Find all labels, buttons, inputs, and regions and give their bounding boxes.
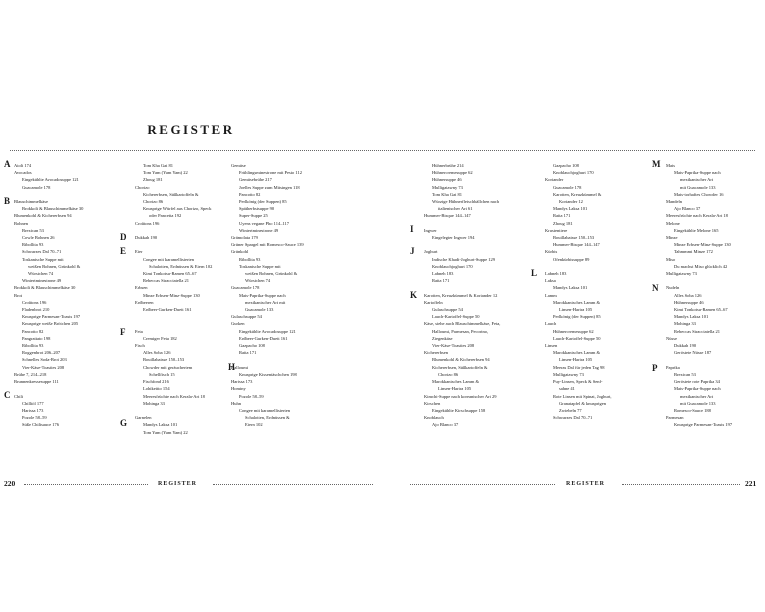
index-subentry: Süße Chilisauce 176 (22, 422, 59, 428)
index-subentry: Linsen-Harira 105 (559, 357, 593, 363)
index-subentry: Ribollita 93 (22, 343, 44, 349)
index-subentry: Knusprige Parmesan-Toasts 197 (674, 422, 733, 428)
index-subentry: Wintertminestrone 49 (22, 278, 62, 284)
index-entry (666, 356, 754, 363)
index-entry (135, 407, 223, 414)
index-subentry: Marokkanisches Lamm & (553, 299, 600, 305)
index-entry: Miso (666, 256, 676, 262)
index-subentry: Granatapfel & knusprigen (559, 400, 606, 406)
index-subentry: Tom Kha Gai 81 (143, 163, 174, 168)
footer-dotted-rule-right-b (622, 484, 740, 485)
index-entry: Kürbis (545, 249, 558, 255)
footer-page-number-left: 220 (4, 479, 16, 488)
index-column-2 (135, 162, 223, 436)
section-letter-g: G (120, 418, 128, 428)
index-subentry: Mais-Paprika-Suppe nach (674, 386, 721, 392)
index-subentry: Schwarzes Dal 70–71 (553, 415, 593, 421)
index-entry: Labneh 183 (545, 271, 567, 277)
index-subentry: Rote Linsen mit Spinat, Joghurt, (553, 393, 612, 399)
index-subentry: Knusprige weiße Brötchen 205 (22, 321, 79, 327)
index-entry: Erdbeeren (135, 299, 154, 305)
index-entry (135, 320, 223, 327)
index-subentry: Toskanische Suppe mit (239, 263, 281, 269)
index-entry: Brühe 7, 214–218 (14, 371, 47, 377)
index-subentry: Congee mit karamellisierten (143, 256, 194, 262)
index-subentry: Zhoug 181 (553, 220, 573, 226)
index-subentry: Chorizo 86 (438, 371, 459, 377)
index-entry: Nüsse (666, 335, 677, 341)
index-entry: Chorizo (135, 184, 150, 190)
index-subentry: Guacamole 133 (245, 307, 274, 313)
index-entry (545, 263, 633, 270)
index-entry: Ingwer (424, 227, 437, 233)
index-entry: Minze (666, 235, 678, 241)
index-subentry: Mandys Laksa 101 (553, 285, 588, 291)
index-subentry: Ziegenkäse (432, 335, 453, 341)
index-subentry: oder Pancetta 192 (149, 213, 182, 219)
index-subentry: Indische Khadi-Joghurt-Suppe 129 (432, 256, 495, 262)
index-subentry: Congee mit karamellisierten (239, 407, 290, 413)
index-subentry: Mais-Paprika-Suppe nach (674, 170, 721, 176)
index-subentry: Knusprige Würfel aus Chorizo, Speck (143, 206, 212, 212)
index-subentry: Kichererbsen, Süßkartoffeln & (432, 364, 488, 370)
index-subentry: Chowder mit geräuchertem (143, 364, 193, 370)
index-subentry: Uyens vegane Pho 114–117 (239, 220, 290, 226)
index-entry: Kimchi-Suppe nach koreanischer Art 29 (424, 393, 497, 399)
index-subentry: Vier-Käse-Toasties 208 (432, 343, 475, 349)
footer-dotted-rule-left-b (213, 484, 373, 485)
index-subentry: Fischfond 216 (143, 379, 169, 385)
index-subentry: Pangrattato 198 (22, 335, 51, 341)
index-entry: Lauch (545, 321, 557, 327)
index-entry: Chili (14, 393, 24, 399)
index-subentry: Cremiger Feta 182 (143, 335, 177, 341)
section-letter-p: P (652, 363, 658, 373)
index-entry: Hominy (231, 386, 246, 392)
index-subentry: Eingekühlte Avocadosuppe 121 (22, 177, 79, 183)
index-entry: Blauschimmelkäse (14, 199, 48, 205)
index-entry (135, 241, 223, 248)
index-subentry: Tom Kha Gai 81 (432, 191, 463, 197)
index-subentry: Fladenbrot 210 (22, 307, 50, 313)
index-entry: Grüner Spargel mit Romesco-Sauce 139 (231, 242, 304, 248)
index-entry: Knoblauch (424, 415, 444, 421)
index-subentry: Minze Erbsen-Minz-Suppe 130 (143, 292, 200, 298)
footer-page-number-right: 221 (745, 479, 757, 488)
index-subentry: Halloumi, Parmesan, Pecorino, (432, 328, 489, 334)
index-subentry: Mohinga 33 (143, 400, 165, 406)
index-subentry: Meeresfrüchte nach Kerala-Art 18 (143, 393, 205, 399)
index-entry (231, 356, 319, 363)
index-subentry: Zhoug 181 (143, 177, 163, 183)
index-subentry: Würzige Hühnerfleischbällchen nach (432, 199, 499, 205)
section-letter-f: F (120, 327, 126, 337)
index-entry: Guacamole 178 (231, 285, 260, 291)
index-subentry: Lauch-Kartoffel-Suppe 50 (553, 335, 601, 341)
index-subentry: Marokkanisches Lamm & (432, 379, 479, 385)
index-subentry: Cowle Bohnen 26 (22, 235, 55, 241)
section-letter-a: A (4, 159, 11, 169)
section-letter-n: N (652, 283, 659, 293)
index-subentry: Gulaschsuppe 54 (432, 307, 463, 313)
index-subentry: Knoblauchjoghurt 170 (432, 263, 473, 269)
index-subentry: Guacamole 178 (22, 184, 51, 190)
index-entry: Dukkah 190 (135, 235, 158, 241)
index-subentry: Meeras Dal für jeden Tag 98 (553, 364, 605, 370)
section-letter-b: B (4, 196, 11, 206)
index-subentry: Hühnerbrühe 214 (432, 163, 464, 168)
index-entry: Blumenkohl & Kichererbsen 94 (14, 213, 72, 219)
index-entry (135, 227, 223, 234)
index-subentry: Schnelles Soda-Brot 203 (22, 357, 67, 363)
index-subentry: Mandys Laksa 101 (143, 422, 178, 428)
index-subentry: Hühnercremesuppe 62 (432, 170, 473, 176)
index-subentry: Pozole 58–59 (239, 393, 264, 399)
index-subentry: Knoblauchjoghurt 170 (553, 170, 594, 176)
index-subentry: Harissa 173 (22, 407, 44, 413)
index-subentry: Koriander 12 (559, 199, 583, 205)
index-subentry: Eingekühlte Avocadosuppe 121 (239, 328, 296, 334)
index-entry: Erbsen (135, 285, 148, 291)
index-entry: Grünkohl (231, 249, 249, 255)
index-subentry: Guacamole 178 (553, 184, 582, 190)
index-subentry: weißen Bohnen, Grünkohl & (28, 263, 81, 269)
index-subentry: Croûtons 196 (22, 299, 47, 305)
index-subentry: Gazpacho 108 (239, 343, 265, 349)
index-subentry: Ajo Blanco 37 (432, 422, 459, 428)
index-entry (14, 385, 102, 392)
index-entry: Feta (135, 328, 143, 334)
index-subentry: Brokkoli & Blauschimmelkäse 30 (22, 206, 84, 212)
index-subentry: Karotten, Kreuzkümmel & (553, 191, 602, 197)
index-subentry: Roggenbrot 206–207 (22, 350, 61, 356)
index-subentry: Kimi Tonkotsu-Ramen 65–67 (674, 307, 728, 313)
footer-dotted-rule-right-a (410, 484, 555, 485)
index-subentry: Bouillabaisse 150–153 (143, 357, 185, 363)
index-subentry: Dukkah 190 (674, 343, 697, 349)
index-column-4 (424, 162, 512, 429)
index-subentry: Gazpacho 108 (553, 163, 579, 168)
index-subentry: Kimi Tonkotsu-Ramen 65–67 (143, 271, 197, 277)
index-subentry: Vier-Käse-Toasties 208 (22, 364, 65, 370)
index-subentry: Pancotto 82 (239, 191, 261, 197)
index-entry: Croûtons 196 (135, 220, 160, 226)
index-subentry: Mandys Laksa 101 (553, 206, 588, 212)
index-subentry: Hühnersuppe 46 (674, 299, 704, 305)
index-subentry: Schellfisch 15 (149, 371, 175, 377)
index-entry: Koriander (545, 177, 564, 183)
index-subentry: Rebeccas Stracciatella 21 (143, 278, 189, 284)
index-entry: Harissa 173 (231, 379, 253, 385)
index-subentry: Rebeccas Stracciatella 21 (674, 328, 720, 334)
index-subentry: Minze Erbsen-Minz-Suppe 130 (674, 242, 731, 248)
index-subentry: Knusprige Kissentäschchen 198 (239, 371, 297, 377)
index-subentry: Schalotten, Erdnüssen & Eiern 102 (149, 263, 213, 269)
index-subentry: mit Guacamole 133 (680, 400, 716, 406)
index-entry: Joghurt (424, 249, 438, 255)
index-entry: Gemüse (231, 163, 246, 168)
index-entry: Bohnen (14, 220, 28, 226)
section-letter-d: D (120, 232, 127, 242)
index-entry: Brot (14, 292, 23, 298)
index-subentry: Du machst Miso glücklich 42 (674, 263, 728, 269)
index-entry: Huhn (231, 400, 241, 406)
index-subentry: Puy-Linsen, Speck & Senf- (553, 379, 603, 385)
index-subentry: Brexican 53 (22, 227, 44, 233)
index-entry: Mais (666, 163, 675, 168)
index-subentry: Hühnersuppe 46 (432, 177, 462, 183)
index-subentry: Tom Yam (Yam Yam) 22 (143, 429, 188, 435)
index-subentry: Linsen-Harira 105 (438, 386, 472, 392)
index-subentry: Eingekühlte Melone 165 (674, 227, 719, 233)
index-entry: Avocados (14, 170, 32, 176)
index-subentry: Perlkönig (der Suppen) 85 (239, 199, 287, 205)
index-subentry: Chorizo 86 (143, 199, 164, 205)
index-entry: Gulaschsuppe 54 (231, 314, 262, 320)
index-subentry: Geröstete Nüsse 187 (674, 350, 712, 356)
index-subentry: Toskanische Suppe mit (22, 256, 64, 262)
index-entry: Kichererbsen (424, 350, 448, 356)
index-entry: Halloumi (231, 364, 248, 370)
index-subentry: Pozole 58–59 (22, 415, 47, 421)
index-entry (135, 313, 223, 320)
index-subentry: italienischer Art 61 (438, 206, 473, 212)
index-subentry: Spätherbstsuppe 90 (239, 206, 275, 212)
index-subentry: Pancotto 82 (22, 328, 44, 334)
index-subentry: Raita 171 (553, 213, 571, 219)
index-subentry: Knusprige Parmesan-Toasts 197 (22, 314, 81, 320)
index-subentry: Eiern 102 (245, 422, 263, 428)
index-subentry: Mais-Paprika-Suppe nach (239, 292, 286, 298)
index-subentry: Mohinga 33 (674, 321, 696, 327)
index-subentry: Eingelegter Ingwer 194 (432, 235, 475, 241)
title-dotted-rule (10, 150, 755, 151)
index-subentry: mexikanischer Art (680, 393, 714, 399)
index-subentry: Frühlingsminestrone mit Pesto 112 (239, 170, 302, 176)
register-title: REGISTER (147, 122, 235, 137)
index-entry (14, 191, 102, 198)
index-entry (424, 220, 512, 227)
index-entry: Paprika (666, 364, 680, 370)
index-entry: Meeresfrüchte nach Kerala-Art 18 (666, 213, 728, 219)
index-subentry: mit Guacamole 133 (680, 184, 716, 190)
index-subentry: Ribollita 93 (239, 256, 261, 262)
index-subentry: Zwiebeln 77 (559, 407, 582, 413)
index-column-3 (231, 162, 319, 429)
index-entry: Garnelen (135, 415, 152, 421)
index-entry: Linsen (545, 343, 558, 349)
index-subentry: Hühnercremesuppe 62 (553, 328, 594, 334)
index-entry: Grämolata 179 (231, 235, 258, 241)
index-subentry: Bouillabaisse 150–153 (553, 235, 595, 241)
section-letter-h: H (228, 362, 236, 372)
index-column-1 (14, 162, 102, 429)
index-subentry: Raita 171 (432, 278, 450, 284)
index-entry: Käse, siehe auch Blauschimmelkäse, Feta, (424, 321, 501, 327)
index-subentry: Chilliöl 177 (22, 400, 44, 406)
index-subentry: Linsen-Harira 105 (559, 307, 593, 313)
section-letter-e: E (120, 246, 127, 256)
index-subentry: Schalotten, Erdnüssen & (245, 415, 290, 421)
index-entry: Mandeln (666, 199, 682, 205)
index-subentry: Alles Soba 126 (674, 292, 702, 298)
index-entry: Gurken (231, 321, 245, 327)
footer-label-left: REGISTER (158, 481, 198, 487)
index-subentry: Würstchen 74 (245, 278, 271, 284)
index-entry: Eier (135, 249, 143, 255)
index-subentry: Eingekühlte Kirschsuppe 158 (432, 407, 486, 413)
index-subentry: Joelles Suppe zum Mitsingen 118 (239, 184, 300, 190)
index-subentry: Erdbeer-Gurken-Duett 161 (239, 335, 288, 341)
index-subentry: Gemüsebrühe 217 (239, 177, 272, 183)
index-subentry: mexikanischer Art mit (245, 299, 286, 305)
index-subentry: Blumenkohl & Kichererbsen 94 (432, 357, 490, 363)
index-subentry: Marokkanisches Lamm & (553, 350, 600, 356)
index-subentry: Hummer-Bisque 144–147 (553, 242, 600, 248)
footer-label-right: REGISTER (566, 481, 606, 487)
footer-dotted-rule-left-a (24, 484, 148, 485)
index-subentry: mexikanischer Art (680, 177, 714, 183)
index-subentry: Mais-torhaftes Chowder 16 (674, 191, 724, 197)
index-entry: Laksa (545, 278, 556, 284)
index-entry: Aioli 174 (14, 163, 32, 168)
index-subentry: Ribollita 93 (22, 242, 44, 248)
index-subentry: Tahmmmi Minze 172 (674, 249, 713, 255)
index-entry: Fisch (135, 343, 145, 349)
index-entry: Lamm (545, 292, 557, 298)
index-subentry: Ofenkürbissuppe 89 (553, 256, 590, 262)
index-entry: Nudeln (666, 285, 680, 291)
index-subentry: Super-Suppe 25 (239, 213, 268, 219)
index-subentry: Tom Yam (Yam Yam) 22 (143, 170, 188, 176)
index-entry: Melone (666, 220, 680, 226)
index-subentry: Lohikeitto 154 (143, 386, 170, 392)
index-subentry: Ajo Blanco 37 (674, 206, 701, 212)
index-subentry: Schwarzes Dal 70–71 (22, 249, 62, 255)
index-subentry: Wintertminestrone 49 (239, 227, 279, 233)
section-letter-l: L (531, 268, 538, 278)
index-subentry: Lauch-Kartoffel-Suppe 50 (432, 314, 480, 320)
index-subentry: Perlkönig (der Suppen) 85 (553, 314, 601, 320)
index-subentry: Labneh 183 (432, 271, 454, 277)
index-entry: Krustentiere (545, 227, 568, 233)
index-subentry: Mandys Laksa 101 (674, 314, 709, 320)
index-subentry: Erdbeer-Gurken-Duett 161 (143, 307, 192, 313)
index-subentry: Brexican 53 (674, 371, 696, 377)
index-entry (666, 277, 754, 284)
index-entry (424, 241, 512, 248)
index-entry: Brokkoli & Blauschimmelkäse 30 (14, 285, 76, 291)
index-entry: Kartoffeln (424, 299, 443, 305)
section-letter-m: M (652, 159, 661, 169)
section-letter-c: C (4, 390, 11, 400)
index-subentry: Raita 171 (239, 350, 257, 356)
index-entry: Hummer-Bisque 144–147 (424, 213, 471, 219)
index-entry: Kirschen (424, 400, 441, 406)
index-subentry: sahne 41 (559, 386, 575, 392)
index-entry: Mulligatawny 73 (666, 271, 697, 277)
index-subentry: Mulligatawny 73 (553, 371, 584, 377)
index-subentry: Kichererbsen, Süßkartoffeln & (143, 191, 199, 197)
index-entry: Brunnenkressesuppe 111 (14, 379, 59, 385)
section-letter-i: I (410, 224, 414, 234)
section-letter-k: K (410, 290, 418, 300)
index-entry (424, 284, 512, 291)
index-subentry: Mulligatawny 73 (432, 184, 463, 190)
index-subentry: weißen Bohnen, Grünkohl & (245, 271, 298, 277)
index-entry: Parmesan (666, 415, 684, 421)
index-column-6 (666, 162, 754, 429)
index-subentry: Geröstete rote Paprika 34 (674, 379, 720, 385)
index-subentry: Alles Soba 126 (143, 350, 171, 356)
index-entry: Karotten, Kreuzkümmel & Koriander 12 (424, 292, 498, 298)
index-subentry: Würstchen 74 (28, 271, 54, 277)
section-letter-j: J (410, 246, 415, 256)
index-column-5 (545, 162, 633, 421)
index-subentry: Romesco-Sauce 188 (674, 407, 711, 413)
